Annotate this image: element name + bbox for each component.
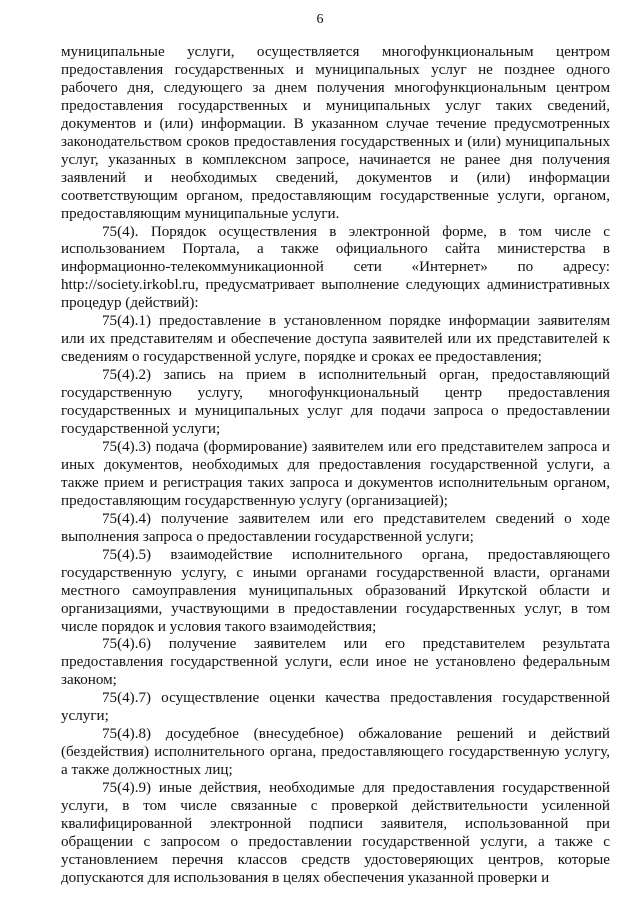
page-number: 6 [316, 12, 324, 27]
paragraph-75-4-2: 75(4).2) запись на прием в исполнительный орган, предоставляющий государственную услугу, многофункциональный центр предоставления государственных и муниципальных услуг для подачи запроса о предоставлении государственной услуги; [61, 367, 610, 438]
paragraph-75-4-1: 75(4).1) предоставление в установленном порядке информации заявителям или их представителям и обеспечение доступа заявителей или их представителей к сведениям о государственной услуге, порядке и сроках ее предоставления; [61, 313, 610, 366]
paragraph-75-4-8: 75(4).8) досудебное (внесудебное) обжалование решений и действий (бездействия) исполнительного органа, предоставляющего государственную услугу, а также должностных лиц; [61, 726, 610, 779]
paragraph-continuation: муниципальные услуги, осуществляется многофункциональным центром предоставления государственных и муниципальных услуг не позднее одного рабочего дня, следующего за днем получения многофункциональным центром предоставления государственных и муниципальных услуг таких сведений, документов и (или) информации. В указанном случае течение предусмотренных законодательством сроков предоставления государственных и (или) муниципальных услуг, указанных в комплексном запросе, начинается не ранее дня получения заявлений и необходимых сведений, документов и (или) информации соответствующим органом, предоставляющим государственные услуги, органом, предоставляющим муниципальные услуги. [61, 44, 610, 222]
paragraph-75-4-6: 75(4).6) получение заявителем или его представителем результата предоставления государственной услуги, если иное не установлено федеральным законом; [61, 636, 610, 689]
paragraph-75-4-4: 75(4).4) получение заявителем или его представителем сведений о ходе выполнения запроса о предоставлении государственной услуги; [61, 510, 610, 545]
paragraph-75-4: 75(4). Порядок осуществления в электронной форме, в том числе с использованием Портала, а также официального сайта министерства в информационно-телекоммуникационной сети «Интернет» по адресу: http://society.irkobl.ru, предусматривает выполнение следующих административных процедур (действий): [61, 223, 610, 312]
paragraph-75-4-9: 75(4).9) иные действия, необходимые для предоставления государственной услуги, в том числе связанные с проверкой действительности усиленной квалифицированной электронной подписи заявителя, использованной при обращении с запросом о предоставлении государственной услуги, а также с установлением перечня классов средств удостоверяющих центров, которые допускаются для использования в целях обеспечения указанной проверки и [61, 780, 610, 886]
paragraph-75-4-5: 75(4).5) взаимодействие исполнительного органа, предоставляющего государственную услугу, с иными органами государственной власти, органами местного самоуправления муниципальных образований Иркутской области и организациями, участвующими в предоставлении государственных услуг, в том числе порядок и условия такого взаимодействия; [61, 546, 610, 635]
paragraph-75-4-7: 75(4).7) осуществление оценки качества предоставления государственной услуги; [61, 690, 610, 725]
document-body [61, 44, 610, 888]
paragraph-75-4-3: 75(4).3) подача (формирование) заявителем или его представителем запроса и иных документов, необходимых для предоставления государственной услуги, а также прием и регистрация таких запроса и документов исполнительным органом, предоставляющим государственную услугу (организацией); [61, 438, 610, 509]
